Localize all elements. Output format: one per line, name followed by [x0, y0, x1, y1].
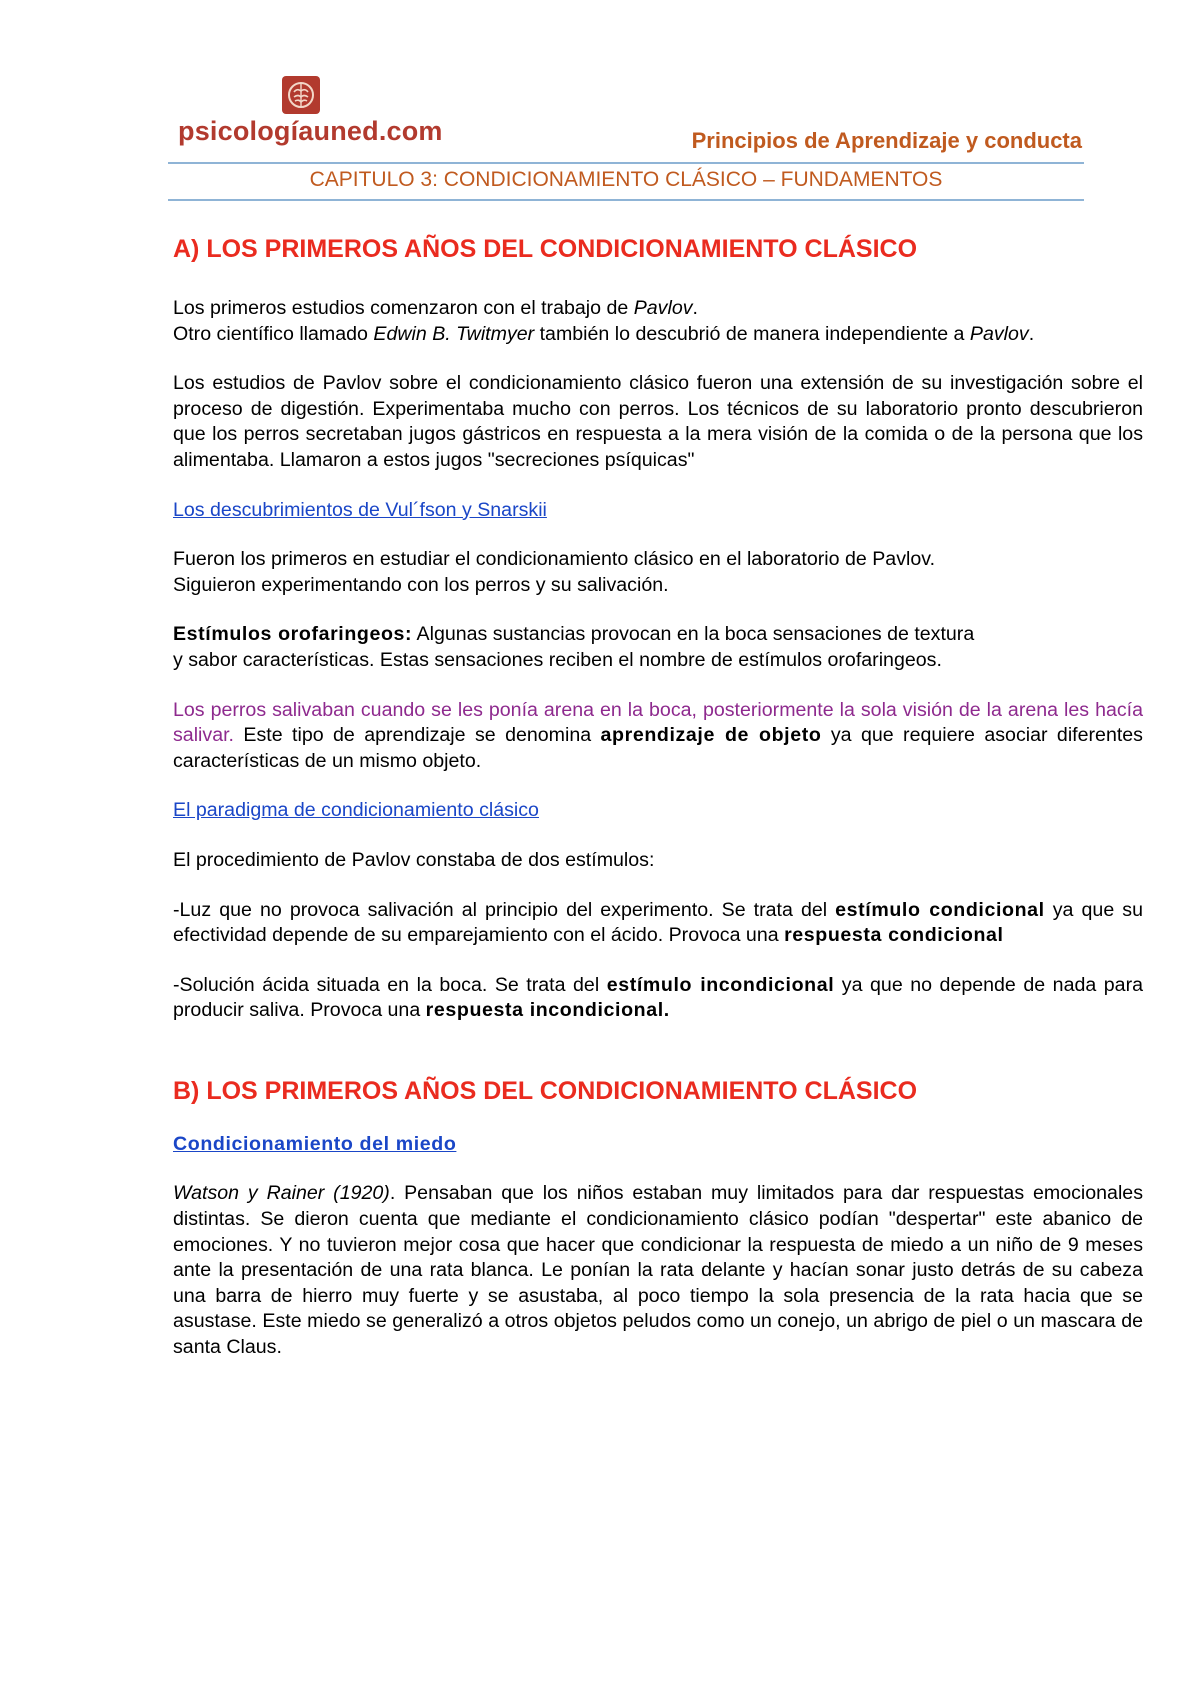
luz-text: ya que su efectividad depende de su emparejamiento con el ácido. Provoca una — [173, 898, 1143, 947]
intro-pavlov: Pavlov — [969, 322, 1029, 345]
site-logo[interactable] — [178, 72, 443, 152]
solucion-text: ya que no depende de nada para producir saliva. Provoca una — [173, 973, 1143, 1022]
digestion-paragraph: Los estudios de Pavlov sobre el condicionamiento clásico fueron una extensión de su investigación sobre el proceso de digestión. Experimentaba mucho con perros. Los técnicos de su laboratorio pronto descubrieron que los perros secretaban jugos gástricos en respuesta a la mera visión de la comida o de la persona que los alimentaba. Llamaron a estos jugos "secreciones psíquicas" — [173, 372, 1143, 471]
document-body — [173, 232, 1143, 1361]
objeto-purple-text: Los perros salivaban cuando se les ponía arena en la boca, posteriormente la sola visión de la arena les hacía salivar. — [173, 698, 1143, 747]
paradigma-link[interactable]: El paradigma de condicionamiento clásico — [173, 799, 539, 822]
site-name: psicologíauned.com — [178, 116, 443, 146]
objeto-term: aprendizaje de objeto — [600, 724, 822, 747]
first-text: Fueron los primeros en estudiar el condicionamiento clásico en el laboratorio de Pavlov. — [173, 548, 936, 571]
header-rule-top — [168, 162, 1084, 164]
luz-term-respuesta: respuesta condicional — [784, 924, 1004, 947]
objeto-text: Este tipo de aprendizaje se denomina — [233, 724, 601, 747]
intro-text: . — [1028, 322, 1035, 345]
procedimiento-paragraph: El procedimiento de Pavlov constaba de dos estímulos: — [173, 848, 655, 871]
watson-citation: Watson y Rainer (1920) — [173, 1182, 390, 1205]
vulfson-link-line — [173, 498, 1143, 524]
intro-text: . — [692, 297, 698, 319]
section-b-heading: B) LOS PRIMEROS AÑOS DEL CONDICIONAMIENTO CLÁSICO — [173, 1076, 918, 1105]
solucion-paragraph — [173, 973, 1143, 1024]
luz-paragraph — [173, 898, 1143, 949]
header-rule-bottom — [168, 199, 1084, 201]
intro-text: Otro científico llamado — [173, 322, 374, 345]
vulfson-link[interactable]: Los descubrimientos de Vul´fson y Snarskii — [173, 498, 547, 521]
solucion-text: -Solución ácida situada en la boca. Se trata del — [173, 973, 607, 996]
intro-paragraph — [173, 296, 1143, 347]
objeto-text: ya que requiere asociar diferentes características de un mismo objeto. — [173, 724, 1143, 772]
objeto-paragraph — [173, 698, 1143, 775]
orofaringeos-term: Estímulos orofaringeos: — [173, 623, 413, 646]
orofaringeos-text-2: y sabor características. Estas sensaciones reciben el nombre de estímulos orofaringeos. — [173, 648, 942, 671]
brain-logo-icon — [282, 76, 320, 114]
section-a-heading: A) LOS PRIMEROS AÑOS DEL CONDICIONAMIENTO CLÁSICO — [173, 235, 918, 263]
watson-paragraph — [173, 1181, 1143, 1360]
intro-text: Los primeros estudios comenzaron con el trabajo de — [173, 297, 634, 319]
miedo-link[interactable]: Condicionamiento del miedo — [173, 1132, 457, 1155]
chapter-title: CAPITULO 3: CONDICIONAMIENTO CLÁSICO – FUNDAMENTOS — [309, 168, 943, 191]
solucion-term-estimulo: estímulo incondicional — [606, 973, 835, 996]
orofaringeos-paragraph — [173, 622, 1143, 673]
intro-twitmyer: Edwin B. Twitmyer — [373, 322, 535, 345]
intro-pavlov: Pavlov — [633, 297, 693, 319]
watson-text: . Pensaban que los niños estaban muy limitados para dar respuestas emocionales distintas. Se dieron cuenta que mediante el condicionamiento clásico podían "despertar" este abanico de emociones. Y no tuvieron mejor cosa que hacer que condicionar la respuesta de miedo a un niño de 9 meses ante la presentación de una rata blanca. Le ponían la rata delante y hacían sonar justo detrás de su cabeza una barra de hierro muy fuerte y se asustaba, al poco tiempo la sola presencia de la rata hacia que se asustase. Este miedo se generalizó a otros objetos peludos como un conejo, un abrigo de piel o un mascara de santa Claus. — [173, 1182, 1143, 1359]
miedo-link-line — [173, 1132, 1143, 1158]
first-text-2: Siguieron experimentando con los perros y su salivación. — [173, 573, 669, 596]
first-paragraph — [173, 547, 1143, 598]
orofaringeos-text: Algunas sustancias provocan en la boca sensaciones de textura — [412, 623, 975, 646]
header-subject: Principios de Aprendizaje y conducta — [691, 128, 1082, 153]
luz-term-estimulo: estímulo condicional — [835, 898, 1045, 921]
paradigma-link-line — [173, 798, 1143, 824]
intro-text: también lo descubrió de manera independiente a — [534, 322, 970, 345]
luz-text: -Luz que no provoca salivación al principio del experimento. Se trata del — [173, 898, 836, 921]
solucion-term-respuesta: respuesta incondicional. — [425, 999, 670, 1022]
